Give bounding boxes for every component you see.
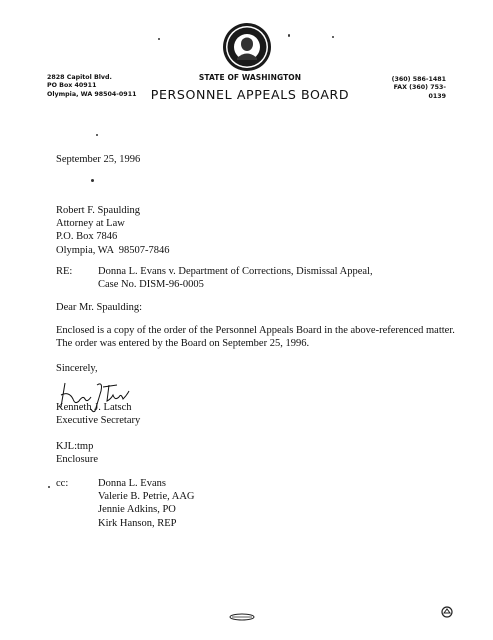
re-label: RE: [56, 266, 73, 277]
body-paragraph [56, 324, 456, 350]
re-subject [98, 265, 373, 291]
enclosure-note: Enclosure [56, 454, 98, 466]
reference-initials [56, 440, 98, 466]
typist-initials: KJL:tmp [56, 441, 94, 452]
union-bug-icon [228, 613, 256, 621]
phone-number: (360) 586-1481 [391, 76, 446, 83]
state-seal-icon [222, 22, 272, 72]
cc-item: Jennie Adkins, PO [98, 504, 176, 516]
letterhead-address [47, 74, 136, 99]
recycle-icon [441, 606, 453, 618]
address-line: PO Box 40911 [47, 82, 97, 90]
signer-title: Executive Secretary [56, 415, 141, 427]
address-line: Olympia, WA 98504-0911 [47, 90, 137, 98]
closing: Sincerely, [56, 363, 98, 374]
scan-speck [332, 36, 334, 38]
board-title: PERSONNEL APPEALS BOARD [150, 87, 350, 102]
scan-speck [48, 486, 50, 488]
cc-item: Valerie B. Petrie, AAG [98, 491, 195, 503]
body-line: The order was entered by the Board on September 25, 1996. [56, 338, 310, 350]
recipient-line: P.O. Box 7846 [56, 231, 118, 243]
body-line: Enclosed is a copy of the order of the Personnel Appeals Board in the above-referenced matter. [56, 325, 455, 336]
fax-number: FAX (360) 753-0139 [393, 84, 446, 100]
scan-speck [96, 134, 98, 136]
scan-speck [91, 179, 94, 182]
cc-item: Kirk Hanson, REP [98, 517, 177, 529]
state-title: STATE OF WASHINGTON [198, 73, 302, 82]
recipient-line: Attorney at Law [56, 218, 125, 230]
recipient-line: Olympia, WA 98507-7846 [56, 244, 170, 256]
cc-label: cc: [56, 478, 69, 489]
signer-block [56, 401, 140, 427]
scan-speck [158, 38, 160, 40]
letter-date: September 25, 1996 [56, 154, 141, 165]
re-line: Donna L. Evans v. Department of Corrections, Dismissal Appeal, [98, 266, 373, 277]
scan-speck [288, 34, 290, 37]
salutation: Dear Mr. Spaulding: [56, 302, 143, 313]
address-line: 2828 Capitol Blvd. [47, 74, 112, 81]
letterhead-contact [384, 76, 446, 101]
re-line: Case No. DISM-96-0005 [98, 279, 204, 291]
recipient-block [56, 204, 170, 257]
recipient-line: Robert F. Spaulding [56, 205, 141, 216]
cc-item: Donna L. Evans [98, 478, 166, 489]
signer-name: Kenneth J. Latsch [56, 402, 132, 413]
cc-list [98, 477, 195, 530]
